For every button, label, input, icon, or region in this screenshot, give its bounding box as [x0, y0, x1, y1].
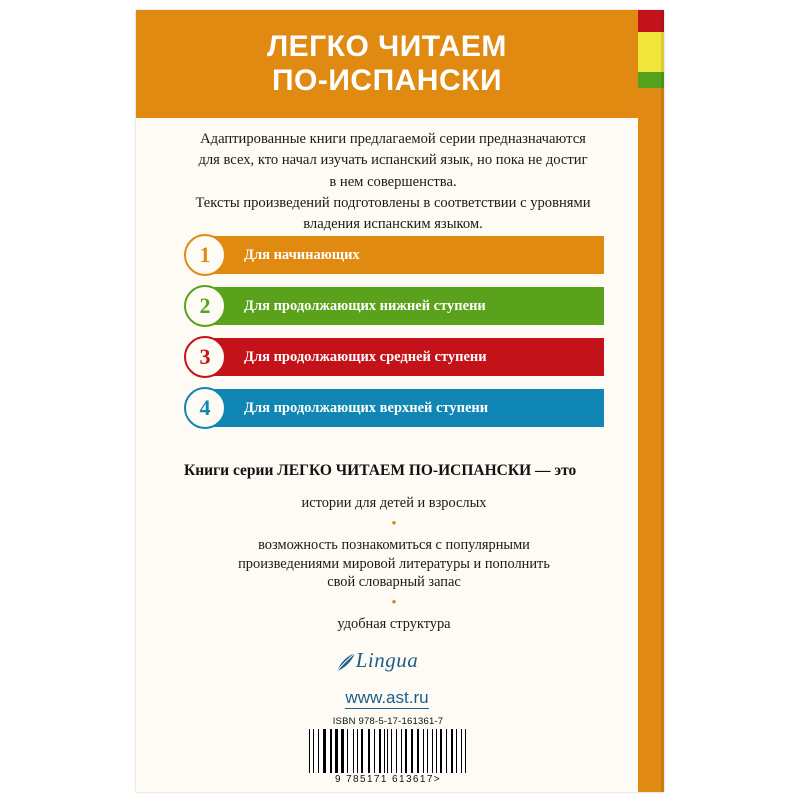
feature-item-2-line-2: произведениями мировой литературы и пополнить	[238, 555, 550, 572]
series-title-line-1: ЛЕГКО ЧИТАЕМ	[267, 29, 507, 63]
level-label-1: Для начинающих	[244, 246, 360, 263]
series-description-heading: Книги серии ЛЕГКО ЧИТАЕМ ПО-ИСПАНСКИ — это	[184, 462, 577, 479]
feature-item-1: истории для детей и взрослых	[301, 495, 487, 511]
spine-edge-shadow	[661, 10, 664, 792]
website-link[interactable]: www.ast.ru	[345, 688, 429, 707]
bullet-dot-icon: •	[391, 595, 397, 612]
cover-content	[136, 10, 638, 792]
level-label-3: Для продолжающих средней ступени	[244, 348, 487, 365]
website-row	[136, 688, 638, 708]
isbn-text: ISBN 978-5-17-161361-7	[332, 716, 444, 727]
intro-line-2: для всех, кто начал изучать испанский язык, но пока не достиг	[198, 152, 588, 169]
barcode-bars	[309, 729, 467, 773]
level-number-4: 4	[184, 387, 226, 429]
level-number-3: 3	[184, 336, 226, 378]
level-row-2	[184, 287, 604, 325]
level-number-2: 2	[184, 285, 226, 327]
level-row-3	[184, 338, 604, 376]
barcode-image	[309, 729, 467, 773]
level-number-1: 1	[184, 234, 226, 276]
level-label-2: Для продолжающих нижней ступени	[244, 297, 486, 314]
lingua-logo-mark	[327, 648, 447, 682]
intro-line-4: Тексты произведений подготовлены в соответствии с уровнями	[195, 194, 591, 211]
publisher-logo	[136, 648, 638, 682]
intro-paragraph	[188, 130, 598, 234]
level-bar-1	[204, 236, 604, 274]
level-label-4: Для продолжающих верхней ступени	[244, 399, 489, 416]
book-spine	[638, 10, 664, 792]
level-row-1	[184, 236, 604, 274]
series-title-line-2: ПО-ИСПАНСКИ	[271, 64, 503, 97]
bullet-dot-icon: •	[391, 515, 397, 532]
feature-item-2-line-1: возможность познакомиться с популярными	[258, 536, 530, 553]
intro-line-1: Адаптированные книги предлагаемой серии предназначаются	[200, 131, 586, 147]
feature-item-2-line-3: свой словарный запас	[327, 574, 461, 591]
level-row-4	[184, 389, 604, 427]
feature-list	[188, 494, 600, 634]
intro-line-5: владения испанским языком.	[303, 216, 483, 232]
series-title-band	[136, 10, 638, 118]
barcode-digits: 9 785171 613617>	[334, 774, 442, 785]
book-back-cover	[136, 10, 664, 792]
feature-item-3: удобная структура	[337, 616, 451, 633]
level-list	[184, 236, 604, 440]
intro-line-3: в нем совершенства.	[329, 173, 457, 190]
isbn-block	[308, 716, 468, 785]
level-bar-3	[204, 338, 604, 376]
level-bar-2	[204, 287, 604, 325]
feather-icon	[333, 649, 359, 680]
level-bar-4	[204, 389, 604, 427]
publisher-wordmark: Lingua	[355, 648, 419, 672]
